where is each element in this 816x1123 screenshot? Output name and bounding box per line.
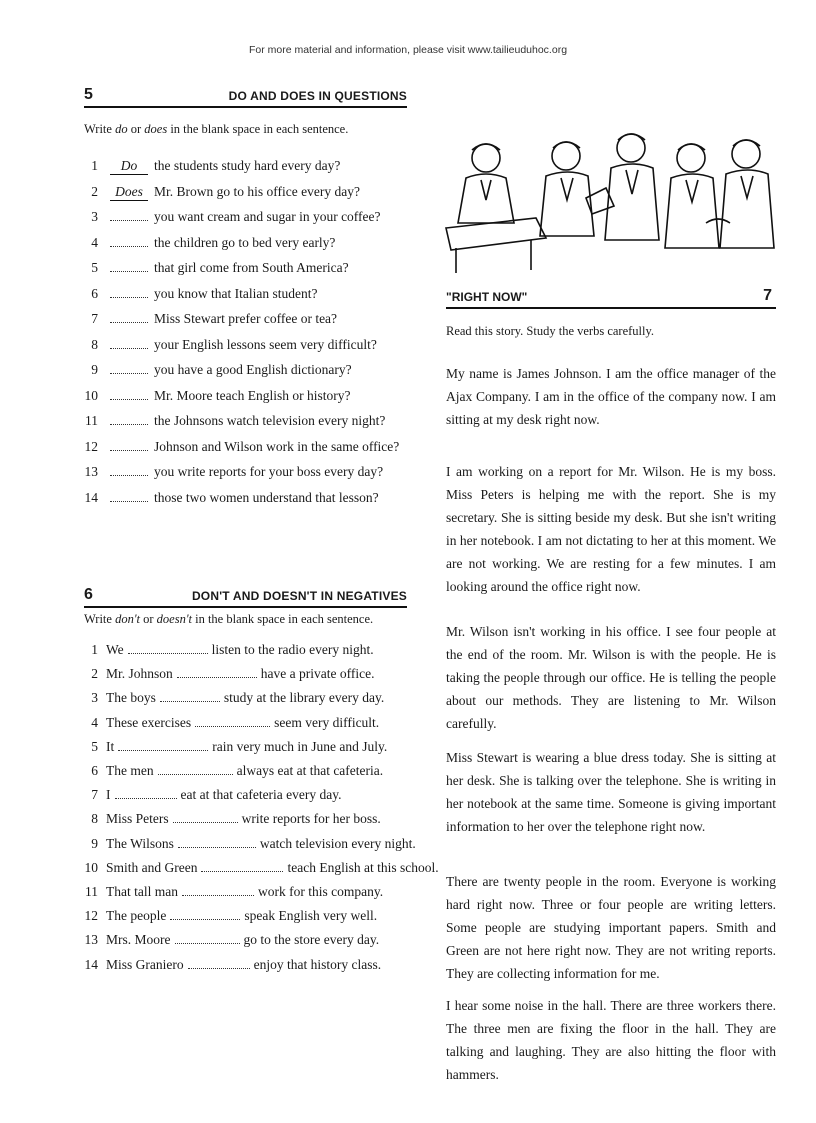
answer-blank[interactable] (160, 690, 220, 702)
answer-blank[interactable] (188, 957, 250, 969)
question-number: 7 (91, 311, 98, 326)
sentence-text: watch television every night. (259, 835, 416, 851)
sentence-subject: Mr. Johnson (106, 666, 173, 682)
sentence-row (84, 957, 414, 977)
question-text: those two women understand that lesson? (154, 489, 379, 505)
question-row (84, 158, 414, 178)
answer-blank[interactable] (110, 311, 148, 323)
question-row (84, 235, 414, 255)
sentence-text: seem very difficult. (274, 714, 380, 730)
answer-blank[interactable] (170, 908, 240, 920)
sentence-subject: Miss Peters (106, 811, 169, 827)
sentence-number: 14 (84, 956, 98, 972)
answer-blank[interactable] (110, 413, 148, 425)
question-row (84, 413, 414, 433)
sentence-text: listen to the radio every night. (211, 642, 374, 657)
sentence-row (84, 763, 414, 783)
answer-blank[interactable] (110, 490, 148, 502)
question-number: 13 (84, 464, 98, 479)
question-row (84, 464, 414, 484)
question-text: Miss Stewart prefer coffee or tea? (154, 311, 338, 326)
sentence-subject: The Wilsons (106, 835, 174, 851)
sentence-number: 10 (84, 859, 98, 875)
sentence-row (84, 908, 414, 928)
question-text: your English lessons seem very difficult? (154, 336, 377, 352)
question-number: 6 (91, 285, 98, 301)
sentence-text: rain very much in June and July. (212, 738, 388, 754)
sentence-row (84, 884, 414, 904)
sentence-subject: Mrs. Moore (106, 932, 171, 948)
question-row (84, 260, 414, 280)
answer-blank[interactable] (201, 860, 283, 872)
sentence-text: go to the store every day. (243, 932, 380, 948)
question-number: 10 (84, 387, 98, 403)
question-text: the Johnsons watch television every night? (154, 413, 386, 428)
question-text: you want cream and sugar in your coffee? (154, 209, 381, 224)
question-number: 2 (91, 183, 98, 199)
answer-blank[interactable] (110, 209, 148, 221)
answer-blank[interactable] (110, 388, 148, 400)
sentence-number: 11 (85, 884, 98, 899)
section-7-instruction: Read this story. Study the verbs carefully. (446, 324, 655, 338)
sentence-row (84, 836, 414, 856)
section-7-header (446, 283, 776, 309)
question-number: 9 (91, 362, 98, 377)
sentence-number: 3 (91, 690, 98, 706)
answer-filled: Do (110, 158, 148, 175)
story-paragraph: My name is James Johnson. I am the office manager of the Ajax Company. I am in the office of the company now. I am sitting at my desk right now. (446, 366, 776, 427)
sentence-subject: It (106, 738, 115, 754)
question-number: 1 (91, 158, 98, 173)
sentence-number: 2 (91, 666, 98, 682)
section-7-number: 7 (763, 287, 772, 304)
question-number: 4 (91, 234, 98, 250)
section-7-title: "RIGHT NOW" (446, 290, 528, 304)
sentence-number: 9 (91, 835, 98, 851)
sentence-number: 7 (91, 787, 98, 803)
answer-blank[interactable] (182, 884, 254, 896)
sentence-text: write reports for her boss. (241, 811, 381, 827)
question-row (84, 337, 414, 357)
sentence-number: 1 (91, 642, 98, 657)
sentence-number: 8 (91, 811, 98, 827)
answer-blank[interactable] (110, 362, 148, 374)
sentence-subject: I (106, 787, 111, 803)
question-row (84, 286, 414, 306)
sentence-text: work for this company. (257, 884, 384, 899)
sentence-text: teach English at this school. (287, 859, 439, 875)
answer-blank[interactable] (173, 811, 238, 823)
question-number: 5 (91, 260, 98, 275)
sentence-number: 4 (91, 714, 98, 730)
sentence-row (84, 715, 414, 735)
section-5-instruction: Write do or does in the blank space in each sentence. (84, 122, 349, 136)
office-people-illustration (436, 128, 776, 278)
answer-blank[interactable] (115, 787, 177, 799)
question-text: you write reports for your boss every day? (154, 464, 384, 479)
sentence-number: 12 (84, 908, 98, 924)
sentence-row (84, 666, 414, 686)
question-row (84, 388, 414, 408)
question-text: that girl come from South America? (154, 260, 349, 275)
question-text: Johnson and Wilson work in the same office? (154, 438, 400, 454)
sentence-text: have a private office. (260, 666, 375, 682)
story-paragraph: I am working on a report for Mr. Wilson. He is my boss. Miss Peters is helping me with the report. She is my secretary. She is sitting beside my desk. But she isn't writing in her notebook. I am not dictating to her at this moment. We are not working. We are resting for a few minutes. I am looking around the office right now. (446, 464, 776, 594)
section-6-number: 6 (84, 586, 93, 603)
sentence-subject: Smith and Green (106, 859, 198, 875)
sentence-number: 5 (91, 738, 98, 754)
story-paragraph: There are twenty people in the room. Everyone is working hard right now. Three or four people are writing letters. Some people are studying important papers. Smith and Green are not here right now. They are not writing reports. They are collecting information for me. (446, 874, 776, 981)
sentence-text: eat at that cafeteria every day. (180, 787, 342, 803)
sentence-subject: The boys (106, 690, 156, 706)
sentence-row (84, 739, 414, 759)
section-5-header (84, 82, 407, 108)
sentence-row (84, 787, 414, 807)
story-paragraph: Mr. Wilson isn't working in his office. I see four people at the end of the room. Mr. Wilson is with the people. He is taking the people through our office. He is telling the people about our methods. They are listening to Mr. Wilson carefully. (446, 624, 776, 731)
question-text: Mr. Brown go to his office every day? (154, 183, 360, 199)
question-row (84, 490, 414, 510)
sentence-number: 13 (84, 932, 98, 948)
sentence-subject: The people (106, 908, 167, 924)
answer-blank[interactable] (110, 286, 148, 298)
sentence-subject: That tall man (106, 884, 178, 899)
sentence-number: 6 (91, 763, 98, 778)
question-text: you know that Italian student? (154, 285, 318, 301)
sentence-subject: The men (106, 763, 154, 778)
sentence-row (84, 690, 414, 710)
answer-blank[interactable] (110, 337, 148, 349)
answer-blank[interactable] (118, 739, 208, 751)
story-paragraph: Miss Stewart is wearing a blue dress today. She is sitting at her desk. She is talking over the telephone. She is writing in her notebook at the same time. Someone is giving important information to her over the telephone right now. (446, 750, 776, 834)
sentence-text: enjoy that history class. (253, 956, 382, 972)
question-text: you have a good English dictionary? (154, 362, 352, 377)
section-6-title: DON'T AND DOESN'T IN NEGATIVES (191, 589, 407, 603)
sentence-text: always eat at that cafeteria. (236, 763, 384, 778)
answer-blank[interactable] (195, 715, 270, 727)
answer-blank[interactable] (110, 464, 148, 476)
question-number: 11 (85, 413, 98, 428)
question-row (84, 209, 414, 229)
section-6-instruction: Write don't or doesn't in the blank space in each sentence. (84, 612, 374, 626)
story-paragraph: I hear some noise in the hall. There are three workers there. The three men are fixing the floor in the hall. They are talking and laughing. They are also hitting the floor with hammers. (446, 998, 776, 1082)
section-5-title: DO AND DOES IN QUESTIONS (228, 89, 407, 103)
question-number: 8 (91, 336, 98, 352)
answer-blank[interactable] (158, 763, 233, 775)
answer-blank[interactable] (128, 642, 208, 654)
question-text: the children go to bed very early? (154, 234, 336, 250)
answer-blank[interactable] (110, 260, 148, 272)
question-number: 12 (84, 438, 98, 454)
sentence-subject: These exercises (106, 714, 192, 730)
section-6-header (84, 582, 407, 608)
question-row (84, 362, 414, 382)
answer-blank[interactable] (110, 439, 148, 451)
answer-blank[interactable] (177, 666, 257, 678)
question-number: 14 (84, 489, 98, 505)
sentence-row (84, 642, 414, 662)
question-number: 3 (91, 209, 98, 224)
section-5-number: 5 (84, 86, 93, 103)
answer-blank[interactable] (178, 836, 256, 848)
question-row (84, 184, 414, 204)
sentence-row (84, 932, 414, 952)
answer-blank[interactable] (110, 235, 148, 247)
sentence-subject: Miss Graniero (106, 956, 184, 972)
question-row (84, 311, 414, 331)
answer-filled: Does (110, 184, 148, 201)
question-text: Mr. Moore teach English or history? (154, 387, 351, 403)
sentence-subject: We (106, 642, 124, 657)
sentence-row (84, 811, 414, 831)
sentence-row (84, 859, 439, 880)
sentence-text: speak English very well. (244, 908, 378, 924)
question-row (84, 439, 414, 459)
sentence-text: study at the library every day. (223, 690, 385, 706)
source-note: For more material and information, please visit www.tailieuduhoc.org (248, 44, 568, 56)
question-text: the students study hard every day? (154, 158, 341, 173)
answer-blank[interactable] (175, 932, 240, 944)
